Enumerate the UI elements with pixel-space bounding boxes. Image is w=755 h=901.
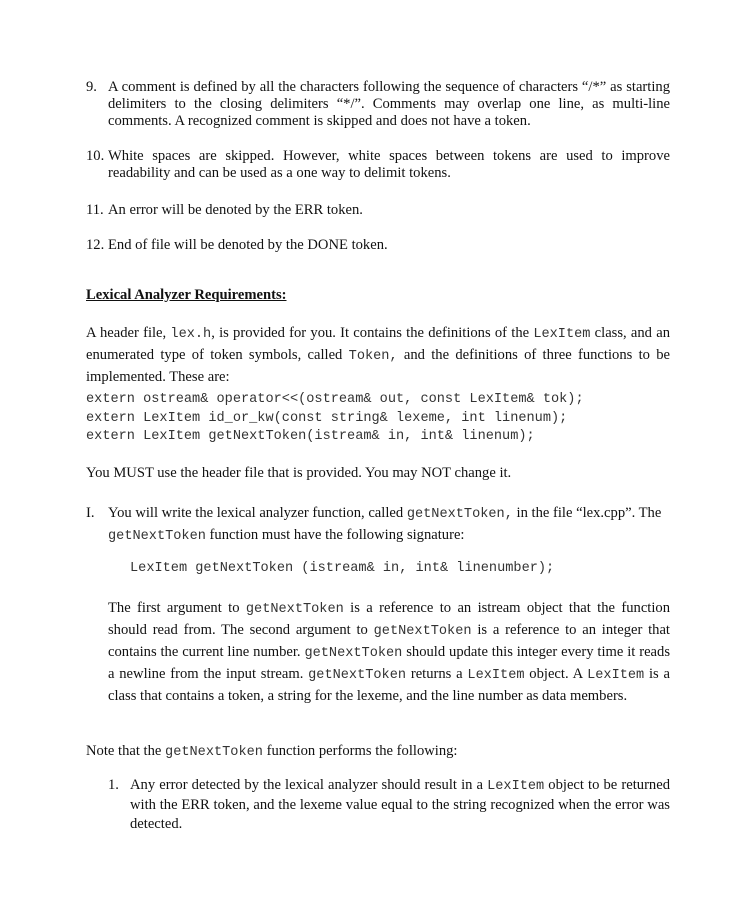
- desc-text: The first argument to: [108, 600, 246, 616]
- desc-text: returns a: [406, 666, 468, 682]
- inline-code: getNextToken: [245, 602, 344, 617]
- inline-code: LexItem: [467, 668, 525, 683]
- intro-text: , is provided for you. It contains the definitions of the: [211, 325, 534, 341]
- item-text: A comment is defined by all the characters following the sequence of characters “/*” as starting delimiters to the closing delimiters “*/”. Comments may overlap one line, as multi-line comments. A recognized comment is skipped and does not have a token.: [108, 79, 670, 129]
- inline-code: getNextToken: [304, 646, 403, 661]
- header-requirement-note: You MUST use the header file that is provided. You may NOT change it.: [86, 465, 512, 481]
- item-text-run: object to be returned with the ERR token, and the lexeme value equal to the string recognized when the error was detected.: [130, 777, 671, 832]
- intro-paragraph: [86, 323, 670, 387]
- code-line: extern LexItem id_or_kw(const string& lexeme, int linenum);: [86, 410, 568, 426]
- argument-description: [108, 598, 670, 706]
- inline-code: LexItem: [587, 668, 645, 683]
- desc-text: is a class that contains a token, a string for the lexeme, and the line number as data members.: [108, 666, 670, 704]
- item-text-run: function must have the following signature:: [205, 527, 465, 543]
- inline-code: getNextToken: [108, 529, 206, 544]
- inline-code: LexItem: [487, 779, 545, 794]
- item-number: 9.: [86, 79, 97, 95]
- inline-code: lex.h: [170, 327, 212, 342]
- function-declarations: [86, 391, 584, 447]
- item-text: End of file will be denoted by the DONE token.: [108, 237, 388, 253]
- rule-item-10: [86, 148, 670, 182]
- item-number: I.: [86, 505, 95, 521]
- item-text: [130, 776, 670, 834]
- inline-code: getNextToken: [308, 668, 407, 683]
- requirement-item-i: [86, 503, 670, 547]
- desc-text: is a reference to an istream object that the function should read from. The second argument to: [108, 600, 671, 638]
- intro-text: A header file,: [86, 325, 171, 341]
- section-heading: Lexical Analyzer Requirements:: [86, 287, 287, 303]
- item-text-run: Any error detected by the lexical analyzer should result in a: [130, 777, 488, 793]
- code-line: extern LexItem getNextToken(istream& in, int& linenum);: [86, 429, 535, 444]
- code-line: extern ostream& operator<<(ostream& out, const LexItem& tok);: [86, 392, 584, 407]
- item-number: 10.: [86, 148, 105, 164]
- desc-text: is a reference to an integer that contains the current line number.: [108, 622, 670, 660]
- inline-code: getNextToken: [373, 624, 472, 639]
- item-text: [108, 503, 670, 547]
- note-text: function performs the following:: [262, 743, 458, 759]
- function-note: [86, 743, 457, 760]
- rule-item-11: [86, 202, 670, 219]
- item-number: 11.: [86, 202, 104, 218]
- item-text-run: You will write the lexical analyzer function, called: [108, 505, 407, 521]
- intro-text: and the definitions of three functions to be implemented. These are:: [86, 347, 670, 385]
- rule-item-9: [86, 79, 670, 130]
- item-text-run: in the file “lex.cpp”. The: [512, 505, 662, 521]
- inline-code: getNextToken,: [406, 507, 513, 522]
- inline-code: Token,: [348, 349, 398, 364]
- function-signature: LexItem getNextToken (istream& in, int& linenumber);: [130, 561, 555, 576]
- desc-text: should update this integer every time it reads a newline from the input stream.: [108, 644, 670, 682]
- desc-text: object. A: [524, 666, 588, 682]
- rule-item-12: [86, 237, 670, 254]
- inline-code: LexItem: [533, 327, 591, 342]
- item-text: White spaces are skipped. However, white spaces between tokens are used to improve readability and can be used as a one way to delimit tokens.: [108, 148, 670, 181]
- inline-code: getNextToken: [165, 745, 263, 760]
- note-text: Note that the: [86, 743, 166, 759]
- item-number: 12.: [86, 237, 105, 253]
- sub-item-1: [108, 776, 670, 834]
- item-text: An error will be denoted by the ERR token.: [108, 202, 363, 218]
- item-number: 1.: [108, 777, 119, 793]
- intro-text: class, and an enumerated type of token symbols, called: [86, 325, 670, 363]
